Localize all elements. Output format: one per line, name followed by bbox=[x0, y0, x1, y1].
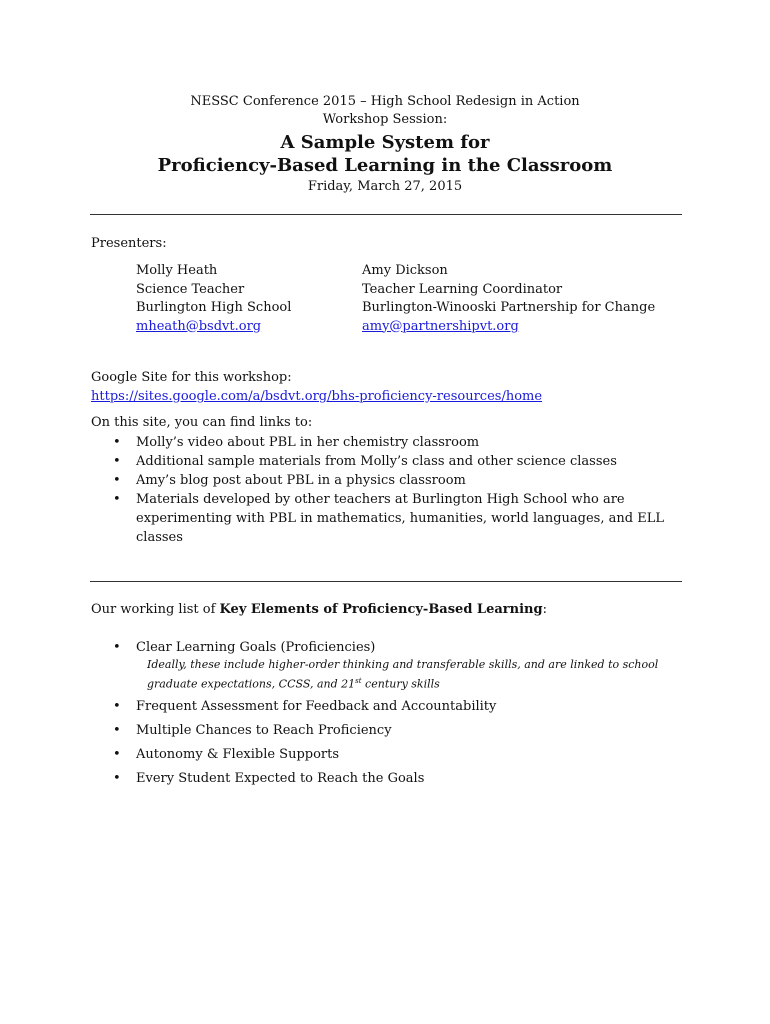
presenter-email-link[interactable]: mheath@bsdvt.org bbox=[136, 318, 262, 334]
goal-label: Clear Learning Goals (Proficiencies) bbox=[136, 640, 376, 655]
list-item: • Multiple Chances to Reach Proficiency bbox=[113, 721, 673, 740]
divider-middle bbox=[90, 581, 682, 582]
divider-top bbox=[90, 214, 682, 215]
presenter-role: Science Teacher bbox=[136, 281, 245, 297]
list-item: • Amy’s blog post about PBL in a physics classroom bbox=[113, 471, 673, 490]
site-url-link[interactable]: https://sites.google.com/a/bsdvt.org/bhs-proficiency-resources/home bbox=[91, 389, 543, 404]
key-elements-intro bbox=[91, 602, 547, 617]
site-links-list bbox=[113, 433, 673, 547]
presenter-role: Teacher Learning Coordinator bbox=[362, 281, 563, 297]
list-item: • Every Student Expected to Reach the Goals bbox=[113, 769, 673, 788]
presenter-org: Burlington-Winooski Partnership for Change bbox=[362, 300, 656, 315]
goal-note-text: Ideally, these include higher-order thinking and transferable skills, and are linked to school graduate expectations, CCSS, and 21 bbox=[147, 658, 659, 691]
goal-note-sup: st bbox=[355, 677, 362, 685]
presenters-label: Presenters: bbox=[91, 236, 167, 251]
find-label: On this site, you can find links to: bbox=[91, 415, 313, 430]
presenter-name: Amy Dickson bbox=[362, 263, 448, 278]
list-item: • Materials developed by other teachers at Burlington High School who are experimenting with PBL in mathematics, humanities, world languages, and ELL classes bbox=[113, 490, 673, 547]
list-item: • Additional sample materials from Molly’s class and other science classes bbox=[113, 452, 673, 471]
session-line: Workshop Session: bbox=[322, 112, 448, 127]
intro-suffix: : bbox=[542, 602, 547, 617]
presenter-right bbox=[362, 262, 655, 336]
goal-note bbox=[136, 657, 673, 693]
presenter-name: Molly Heath bbox=[136, 263, 218, 278]
intro-bold: Key Elements of Proficiency-Based Learning bbox=[219, 602, 543, 617]
site-label: Google Site for this workshop: bbox=[91, 370, 292, 385]
conference-line: NESSC Conference 2015 – High School Redesign in Action bbox=[190, 94, 580, 109]
presenter-email-link[interactable]: amy@partnershipvt.org bbox=[362, 318, 519, 334]
intro-prefix: Our working list of bbox=[91, 602, 220, 617]
title-line-2: Proficiency-Based Learning in the Classroom bbox=[157, 155, 613, 176]
list-item: • Frequent Assessment for Feedback and Accountability bbox=[113, 697, 673, 716]
list-item: • Autonomy & Flexible Supports bbox=[113, 745, 673, 764]
presenter-org: Burlington High School bbox=[136, 300, 292, 315]
goal-note-suffix: century skills bbox=[361, 677, 440, 691]
list-item: • Molly’s video about PBL in her chemistry classroom bbox=[113, 433, 673, 452]
list-item bbox=[113, 638, 673, 693]
key-elements-list bbox=[113, 638, 673, 793]
presenter-left bbox=[136, 262, 291, 336]
session-date: Friday, March 27, 2015 bbox=[307, 179, 463, 194]
title-line-1: A Sample System for bbox=[280, 132, 490, 153]
